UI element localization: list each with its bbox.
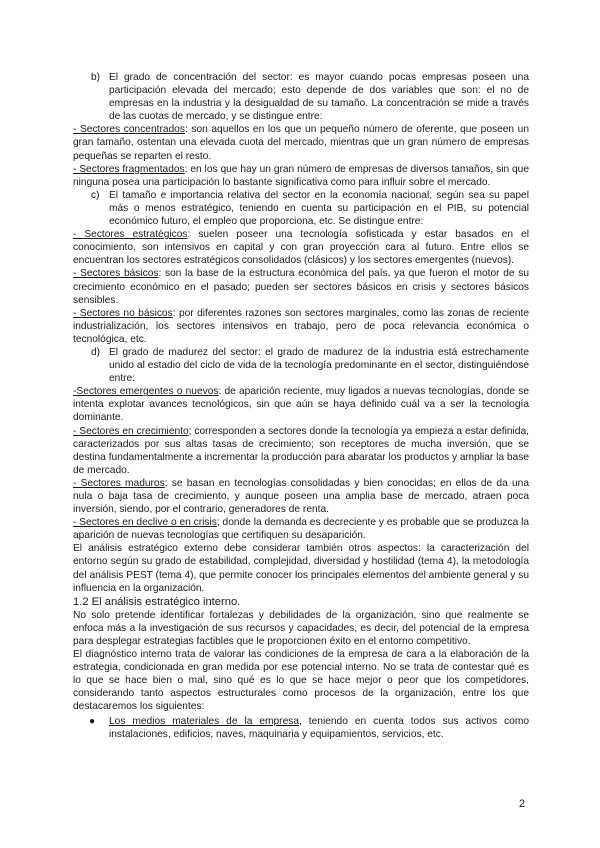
definition-text: ; donde la demanda es decreciente y es probable que se produzca la aparición de nuevas tecnologías que certifiquen su desaparición. xyxy=(73,517,529,542)
definition-text: : de aparición reciente, muy ligados a nuevas tecnologías, donde se intenta explotar avances tecnológicos, sin que aún se haya definido cuál va a ser la tecnología dominante. xyxy=(73,386,529,424)
list-item-text: El grado de concentración del sector: es mayor cuando pocas empresas poseen una participación elevada del mercado; esto depende de dos variables que son: el no de empresas en la industria y la desigualdad de su tamaño. La concentración se mide a través de las cuotas de mercado, y se distingue entre: xyxy=(109,72,529,123)
paragraph-diagnostico-interno: El diagnóstico interno trata de valorar las condiciones de la empresa de cara a la elaboración de la estrategia, condicionada en gran medida por ese potencial interno. No se trata de contestar qué es lo que se hace bien o mal, sino qué es lo que se hace mejor o peor que los competidores, considerando tanto aspectos estructurales como procesos de la organización, entre los que destacaremos los siguientes: xyxy=(73,649,529,713)
bullet-dot-icon: ● xyxy=(89,715,96,727)
definition-text: : son la base de la estructura económica del país, ya que fueron el motor de su crecimiento económico en el pasado; pueden ser sectores básicos en crisis y sectores básicos sensibles. xyxy=(73,268,529,306)
definition-term: - Sectores fragmentados xyxy=(73,163,185,175)
definition-estrategicos xyxy=(73,228,529,267)
list-marker: c) xyxy=(91,189,100,201)
definition-term: - Sectores básicos xyxy=(73,268,159,280)
definition-no-basicos xyxy=(73,307,529,346)
definition-text: : por diferentes razones son sectores marginales, como las zonas de reciente industrialización, los sectores intensivos en trabajo, pero de poca relevancia económica o tecnológica, etc. xyxy=(73,307,530,345)
bullet-term: Los medios materiales de la empresa xyxy=(109,715,299,727)
list-item-b xyxy=(73,71,529,123)
definition-declive xyxy=(73,516,529,542)
list-marker: d) xyxy=(91,346,101,358)
bullet-text: , teniendo en cuenta todos sus activos como instalaciones, edificios, naves, maquinaria y equipamientos, servicios, etc. xyxy=(109,715,530,740)
list-item-c xyxy=(73,189,529,228)
definition-term: - Sectores estratégicos xyxy=(73,229,188,241)
bullet-item xyxy=(73,715,529,741)
definition-emergentes xyxy=(73,385,529,424)
definition-term: - Sectores concentrados xyxy=(73,124,185,136)
definition-text: : son aquellos en los que un pequeño número de oferente, que poseen un gran tamaño, ostentan una elevada cuota del mercado, mientras que un gran número de empresas pequeñas se reparten el resto. xyxy=(73,124,530,162)
definition-term: - Sectores maduros xyxy=(73,477,165,489)
definition-text: ; se basan en tecnologías consolidadas y bien conocidas; en ellos de da una nula o baja tasa de crecimiento, y aunque poseen una amplia base de mercado, atraen poca inversión, siendo, por el contrario, generadores de renta. xyxy=(73,477,529,516)
paragraph-analisis-externo: El análisis estratégico externo debe considerar también otros aspectos: la caracterización del entorno según su grado de estabilidad, complejidad, diversidad y hostilidad (tema 4), la metodología del análisis PEST (tema 4), que permite conocer los principales elementos del ambiente general y su influencia en la organización. xyxy=(73,543,529,594)
definition-maduros xyxy=(73,477,529,516)
definition-text: : suelen poseer una tecnología sofisticada y estar basados en el conocimiento, son intensivos en capital y con gran proyección cara al futuro. Entre ellos se encuentran los sectores estratégicos consolidados (clásicos) y los sectores emergentes (nuevos). xyxy=(73,229,530,267)
definition-term: - Sectores en declive o en crisis xyxy=(73,517,217,529)
definition-concentrados xyxy=(73,123,529,162)
list-marker: b) xyxy=(91,72,101,83)
section-heading: 1.2 El análisis estratégico interno. xyxy=(73,595,241,608)
definition-text: : en los que hay un gran número de empresas de diversos tamaños, sin que ninguna posea una participación lo bastante significativa como para influir sobre el mercado. xyxy=(73,163,529,188)
list-item-d xyxy=(73,346,529,385)
list-item-text: El tamaño e importancia relativa del sector en la economía nacional, según sea su papel más o menos estratégico, teniendo en cuenta su participación en el PIB, su potencial económico futuro, el empleo que proporciona, etc. Se distingue entre: xyxy=(109,189,529,228)
list-item-text: El grado de madurez del sector: el grado de madurez de la industria está estrechamente unido al estadio del ciclo de vida de la tecnología predominante en el sector, distinguiéndose entre: xyxy=(109,346,529,385)
definition-crecimiento xyxy=(73,425,529,477)
definition-text: ; corresponden a sectores donde la tecnología ya empieza a estar definida, caracterizados por sus altas tasas de crecimiento; son receptores de mucha inversión, que se destina fundamentalmente a incrementar la producción para abaratar los productos y ampliar la base de mercado. xyxy=(73,425,529,476)
paragraph-analisis-interno: No solo pretende identificar fortalezas y debilidades de la organización, sino que realmente se enfoca más a la investigación de sus recursos y capacidades, es decir, del potencial de la empresa para desplegar estrategias factibles que le proporcionen éxito en el entorno competitivo. xyxy=(73,609,529,647)
page-number: 2 xyxy=(519,798,526,810)
definition-term: - Sectores en crecimiento xyxy=(73,425,189,437)
page-content xyxy=(73,71,529,741)
definition-fragmentados xyxy=(73,163,529,189)
definition-basicos xyxy=(73,267,529,306)
definition-term: - Sectores no básicos xyxy=(73,307,173,319)
definition-term: -Sectores emergentes o nuevos xyxy=(73,386,219,398)
